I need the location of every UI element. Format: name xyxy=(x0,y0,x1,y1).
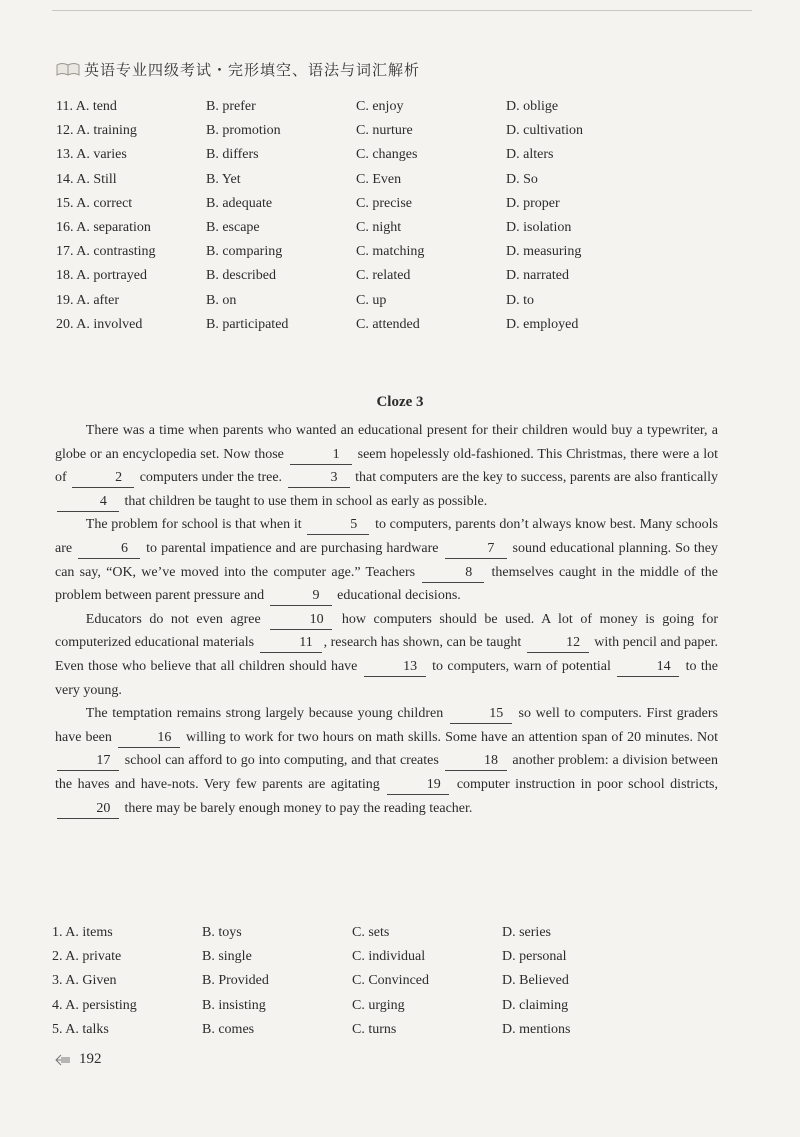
blank-11: 11 xyxy=(260,634,322,653)
running-header xyxy=(56,56,420,82)
option-row xyxy=(56,220,736,244)
option-a: 15. A. correct xyxy=(56,195,133,211)
option-row xyxy=(56,317,736,341)
option-b: B. Yet xyxy=(206,171,241,187)
option-row xyxy=(56,244,736,268)
option-b: B. comes xyxy=(202,1021,255,1037)
option-a: 11. A. tend xyxy=(56,99,117,114)
option-a: 2. A. private xyxy=(52,949,122,965)
blank-16: 16 xyxy=(118,729,180,748)
option-row xyxy=(52,925,732,949)
option-a: 20. A. involved xyxy=(56,316,143,332)
option-c: C. turns xyxy=(352,1021,397,1037)
option-d: D. claiming xyxy=(502,997,569,1013)
blank-17: 17 xyxy=(57,752,119,771)
passage-text: , research has shown, can be taught xyxy=(323,635,525,651)
option-b: B. insisting xyxy=(202,997,266,1013)
option-row xyxy=(56,293,736,317)
passage-text: sound educational planning. So they can say, “OK, we’ve moved into the computer age.” Teachers xyxy=(55,540,719,580)
blank-20: 20 xyxy=(57,800,119,819)
passage-text: school can afford to go into computing, and that creates xyxy=(121,753,443,769)
passage-text: willing to work for two hours on math skills. Some have an attention span of 20 minutes. Not xyxy=(181,729,718,745)
option-c: C. enjoy xyxy=(356,99,404,114)
option-a: 5. A. talks xyxy=(52,1021,109,1037)
option-a: 19. A. after xyxy=(56,292,119,308)
blank-1: 1 xyxy=(290,446,352,465)
option-a: 4. A. persisting xyxy=(52,997,137,1013)
option-row xyxy=(52,1022,732,1046)
option-c: C. changes xyxy=(356,147,418,163)
cloze-passage xyxy=(55,419,718,820)
blank-15: 15 xyxy=(450,705,512,724)
passage-paragraph xyxy=(55,419,718,513)
options-list-11-20 xyxy=(56,99,736,341)
passage-text: with pencil and paper. Even those who believe that all children should have xyxy=(55,635,718,674)
option-c: C. attended xyxy=(356,316,420,332)
option-d: D. cultivation xyxy=(506,123,583,139)
option-b: B. toys xyxy=(202,925,242,940)
blank-2: 2 xyxy=(72,469,134,488)
blank-13: 13 xyxy=(364,658,426,677)
option-b: B. on xyxy=(206,292,237,308)
option-b: B. adequate xyxy=(206,195,273,211)
passage-text: to computers, warn of potential xyxy=(427,658,616,674)
option-b: B. described xyxy=(206,268,276,284)
passage-text: that children be taught to use them in school as early as possible. xyxy=(121,493,488,509)
option-c: C. up xyxy=(356,292,387,308)
option-d: D. So xyxy=(506,171,538,187)
option-a: 12. A. training xyxy=(56,123,137,139)
option-d: D. series xyxy=(502,925,551,940)
passage-text: computers under the tree. xyxy=(136,470,286,486)
option-d: D. employed xyxy=(506,316,579,332)
option-c: C. Convinced xyxy=(352,973,429,989)
blank-7: 7 xyxy=(445,540,507,559)
option-a: 1. A. items xyxy=(52,925,113,940)
option-d: D. mentions xyxy=(502,1021,571,1037)
option-c: C. precise xyxy=(356,195,412,211)
blank-12: 12 xyxy=(527,634,589,653)
passage-text: seem hopelessly old-fashioned. This Christmas, there were a lot of xyxy=(55,446,719,486)
passage-text: so well to computers. First graders have been xyxy=(55,706,719,745)
option-d: D. personal xyxy=(502,949,567,965)
option-b: B. comparing xyxy=(206,244,283,260)
option-a: 17. A. contrasting xyxy=(56,244,156,260)
option-b: B. Provided xyxy=(202,973,269,989)
top-divider xyxy=(52,10,752,11)
blank-6: 6 xyxy=(78,540,140,559)
option-row xyxy=(52,998,732,1022)
option-a: 13. A. varies xyxy=(56,147,127,163)
option-row xyxy=(56,99,736,123)
passage-text: themselves caught in the middle of the problem between parent pressure and xyxy=(55,564,718,604)
page-number: 192 xyxy=(79,1051,102,1067)
blank-3: 3 xyxy=(288,469,350,488)
option-b: B. single xyxy=(202,949,252,965)
passage-text: There was a time when parents who wanted an educational present for their children would buy a typewriter, a globe or an encyclopedia set. Now those xyxy=(55,423,718,462)
passage-text: to the very young. xyxy=(55,658,719,698)
option-b: B. prefer xyxy=(206,99,256,114)
option-d: D. proper xyxy=(506,195,560,211)
passage-text: to parental impatience and are purchasing hardware xyxy=(142,540,443,556)
blank-14: 14 xyxy=(617,658,679,677)
blank-5: 5 xyxy=(307,516,369,535)
page-footer xyxy=(55,1051,102,1068)
option-d: D. isolation xyxy=(506,219,572,235)
option-b: B. promotion xyxy=(206,123,281,139)
option-c: C. night xyxy=(356,219,402,235)
option-c: C. individual xyxy=(352,949,426,965)
option-b: B. differs xyxy=(206,147,259,163)
passage-text: computer instruction in poor school districts, xyxy=(451,776,719,792)
blank-4: 4 xyxy=(57,493,119,512)
option-d: D. to xyxy=(506,292,534,308)
passage-paragraph xyxy=(55,513,718,607)
option-c: C. Even xyxy=(356,171,402,187)
passage-text: to computers, parents don’t always know best. Many schools are xyxy=(55,517,719,556)
blank-19: 19 xyxy=(387,776,449,795)
option-c: C. nurture xyxy=(356,123,413,139)
option-d: D. oblige xyxy=(506,99,559,114)
option-d: D. Believed xyxy=(502,973,569,989)
passage-text: how computers should be used. A lot of money is going for computerized educational materials xyxy=(55,611,718,651)
option-row xyxy=(56,147,736,171)
options-list-1-5 xyxy=(52,925,732,1046)
option-d: D. alters xyxy=(506,147,554,163)
option-b: B. escape xyxy=(206,219,260,235)
open-book-icon xyxy=(56,62,80,76)
option-a: 16. A. separation xyxy=(56,219,151,235)
option-d: D. measuring xyxy=(506,244,582,260)
option-b: B. participated xyxy=(206,316,289,332)
option-row xyxy=(56,268,736,292)
passage-text: another problem: a division between the haves and have-nots. Very few parents are agitating xyxy=(55,753,718,792)
blank-18: 18 xyxy=(445,752,507,771)
option-row xyxy=(56,196,736,220)
option-c: C. matching xyxy=(356,244,425,260)
option-row xyxy=(52,949,732,973)
option-d: D. narrated xyxy=(506,268,569,284)
blank-9: 9 xyxy=(270,587,332,606)
passage-text: The temptation remains strong largely because young children xyxy=(85,706,448,722)
passage-text: The problem for school is that when it xyxy=(85,517,306,533)
option-c: C. related xyxy=(356,268,411,284)
option-row xyxy=(52,973,732,997)
option-c: C. urging xyxy=(352,997,405,1013)
option-a: 14. A. Still xyxy=(56,171,117,187)
passage-text: educational decisions. xyxy=(333,588,461,604)
passage-text: Educators do not even agree xyxy=(85,611,269,627)
blank-10: 10 xyxy=(270,611,332,630)
passage-paragraph xyxy=(55,608,718,702)
section-title: Cloze 3 xyxy=(376,394,424,410)
passage-text: that computers are the key to success, parents are also frantically xyxy=(351,470,718,486)
option-row xyxy=(56,123,736,147)
passage-text: there may be barely enough money to pay the reading teacher. xyxy=(121,800,473,816)
passage-paragraph xyxy=(55,702,718,820)
header-title: 英语专业四级考试・完形填空、语法与词汇解析 xyxy=(84,60,421,79)
blank-8: 8 xyxy=(422,564,484,583)
option-a: 3. A. Given xyxy=(52,973,117,989)
option-c: C. sets xyxy=(352,925,390,940)
option-row xyxy=(56,172,736,196)
back-arrow-icon xyxy=(55,1054,71,1066)
option-a: 18. A. portrayed xyxy=(56,268,147,284)
